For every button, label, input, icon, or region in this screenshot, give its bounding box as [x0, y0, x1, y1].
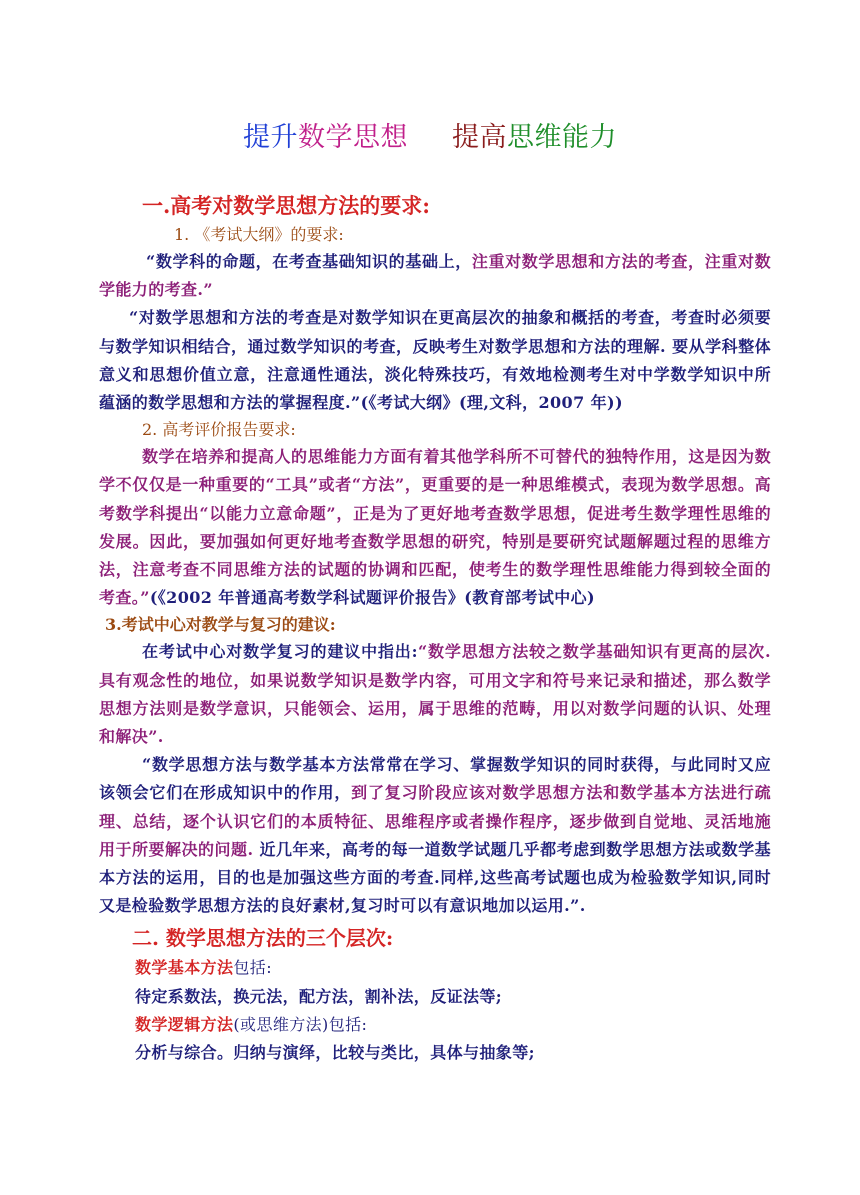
para-segment-highlight: 到了复习阶段应该对数学思想方法和数学基本方法进行疏理、总结，逐个认识它们的本质特征、思维程序或者操作程序，逐步做到自觉地、灵活地施用于所要解决的问题.	[99, 783, 771, 859]
title-part-2: 数学思想	[298, 122, 408, 153]
para-segment: 数学在培养和提高人的思维能力方面有着其他学科所不可替代的独特作用，这是因为数学不仅仅是一种重要的“工具”或者“方法”，更重要的是一种思维模式，表现为数学思想。高考数学科提出“以能力立意命题”，正是为了更好地考查数学思想，促进考生数学理性思维的发展。因此，要加强如何更好地考查数学思想的研究，特别是要研究试题解题过程的思维方法，注意考查不同思维方法的试题的协调和匹配，使考生的数学理性思维能力得到较全面的考查。”	[99, 447, 771, 608]
item-suffix: (或思维方法)包括:	[233, 1014, 368, 1034]
title-part-4: 思维能力	[507, 122, 617, 153]
section-2-item-1-heading	[135, 954, 771, 982]
page-title	[0, 118, 860, 158]
item-label: 数学逻辑方法	[135, 1014, 234, 1034]
section-1-2-heading: 2. 高考评价报告要求:	[142, 420, 296, 440]
section-2-item-2-text: 分析与综合。归纳与演绎，比较与类比，具体与抽象等;	[135, 1043, 535, 1063]
section-2-item-1-text: 待定系数法，换元法，配方法，割补法，反证法等;	[135, 986, 503, 1006]
para-citation: (《2002 年普通高考数学科试题评价报告》(教育部考试中心)	[149, 588, 596, 608]
section-1-2-paragraph	[99, 443, 771, 612]
para-segment-highlight: 注重对数学思想和方法的考查，注重对数学能力的考查.”	[99, 252, 771, 300]
section-1-1-heading: 1. 《考试大纲》的要求:	[174, 225, 344, 244]
para-segment: “数学科的命题，在考查基础知识的基础上，	[146, 252, 472, 271]
section-1-3-paragraph-1	[99, 638, 771, 751]
para-segment: 近几年来，高考的每一道数学试题几乎都考虑到数学思想方法或数学基本方法的运用，目的也是加强这些方面的考查.同样,这些高考试题也成为检验数学知识,同时又是检验数学思想方法的良好素材,复习时可以有意识地加以运用.”.	[99, 839, 771, 916]
section-1-3-paragraph-2	[99, 751, 771, 920]
title-part-1: 提升	[243, 122, 298, 153]
title-part-3: 提高	[452, 122, 507, 153]
item-label: 数学基本方法	[135, 958, 234, 978]
para-segment: “数学思想方法与数学基本方法常常在学习、掌握数学知识的同时获得，与此同时又应该领会它们在形成知识中的作用，	[99, 755, 771, 803]
para-segment-highlight: “数学思想方法较之数学基础知识有更高的层次. 具有观念性的地位，如果说数学知识是数学内容，可用文字和符号来记录和描述，那么数学思想方法则是数学意识，只能领会、运用，属于思维的范畴，用以对数学问题的认识、处理和解决”.	[99, 642, 771, 747]
section-1-1-paragraph-1	[99, 248, 771, 304]
para-segment: 在考试中心对数学复习的建议中指出:	[142, 642, 418, 662]
section-1-3-heading: 3.考试中心对教学与复习的建议:	[105, 615, 336, 635]
document-body	[99, 190, 771, 1067]
section-1-1-paragraph-2: “对数学思想和方法的考查是对数学知识在更高层次的抽象和概括的考查，考查时必须要与数学知识相结合，通过数学知识的考查，反映考生对数学思想和方法的理解. 要从学科整体意义和思想价值立意，注意通性通法，淡化特殊技巧，有效地检测考生对中学数学知识中所蕴涵的数学思想和方法的掌握程度.”(《考试大纲》(理,文科，2007 年))	[99, 308, 771, 413]
section-2-heading: 二. 数学思想方法的三个层次:	[132, 926, 394, 951]
item-suffix: 包括:	[233, 958, 272, 978]
section-1-heading: 一.高考对数学思想方法的要求:	[142, 193, 431, 218]
section-2-item-2-heading	[135, 1011, 771, 1039]
